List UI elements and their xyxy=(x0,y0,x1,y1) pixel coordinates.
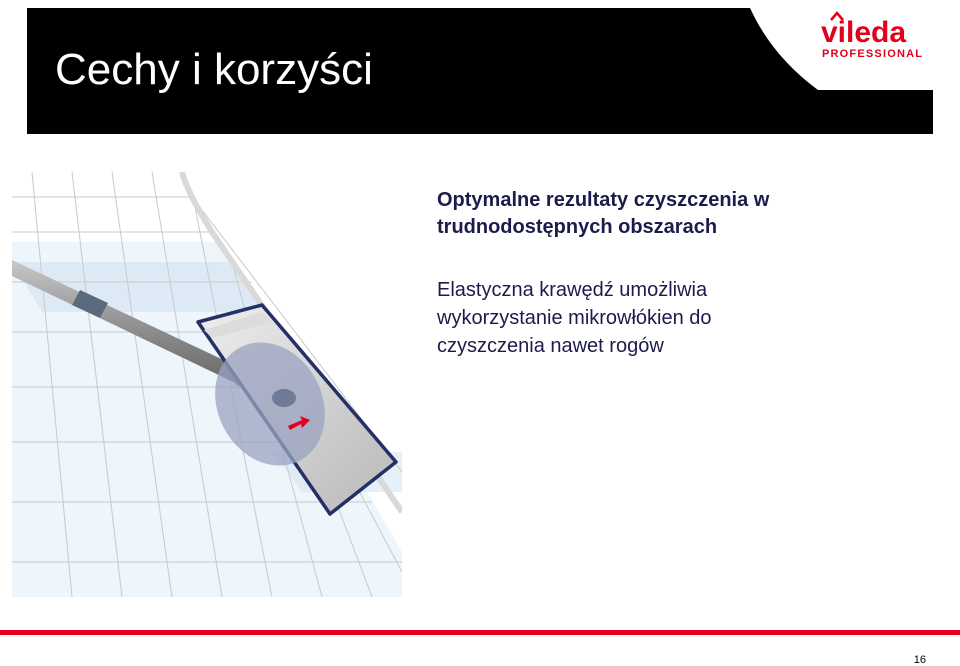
svg-text:vileda: vileda xyxy=(821,16,907,49)
footer-divider xyxy=(0,630,960,635)
page-number: 16 xyxy=(913,654,926,666)
svg-text:PROFESSIONAL: PROFESSIONAL xyxy=(822,48,924,60)
headline-line-1: Optymalne rezultaty czyszczenia w xyxy=(437,189,770,211)
description-line-1: Elastyczna krawędź umożliwia xyxy=(437,279,708,301)
description-line-2: wykorzystanie mikrowłókien do xyxy=(437,307,712,329)
headline-line-2: trudnodostępnych obszarach xyxy=(437,216,718,238)
vileda-professional-logo xyxy=(750,8,933,90)
feature-headline xyxy=(437,187,917,241)
mop-illustration xyxy=(12,172,402,597)
slide-title: Cechy i korzyści xyxy=(55,45,373,94)
feature-description xyxy=(437,276,917,360)
description-line-3: czyszczenia nawet rogów xyxy=(437,335,664,357)
